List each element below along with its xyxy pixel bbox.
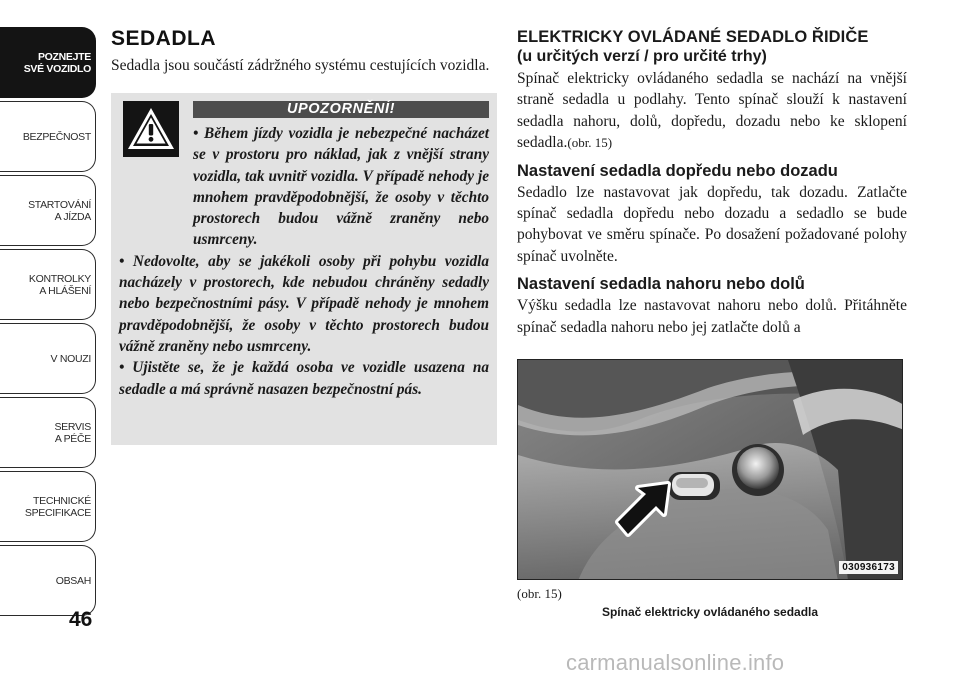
fore-aft-text: Sedadlo lze nastavovat jak dopředu, tak dozadu. Zatlačte spínač sedadla dopředu nebo dozadu a sedadlo se bude pohybovat ve směru spínače. Po dosažení požadované polohy spínač uvolněte. xyxy=(517,183,907,265)
warning-item: • Ujistěte se, že je každá osoba ve vozidle usazena na sedadle a má správně nasazen bezpečnostní pás. xyxy=(119,359,489,398)
tab-technicke-specifikace[interactable]: TECHNICKÉ SPECIFIKACE xyxy=(0,471,96,542)
height-text: Výšku sedadla lze nastavovat nahoru nebo dolů. Přitáhněte spínač sedadla nahoru nebo jej zatlačte dolů a xyxy=(517,297,907,336)
section-title: SEDADLA xyxy=(111,27,217,50)
figure-code: 030936173 xyxy=(839,561,898,574)
tab-v-nouzi[interactable]: V NOUZI xyxy=(0,323,96,394)
figure-ref: (obr. 15) xyxy=(517,586,562,601)
figure-reference[interactable]: (obr. 15) xyxy=(567,135,613,151)
watermark: carmanualsonline.info xyxy=(566,650,785,675)
warning-triangle-icon xyxy=(123,101,179,157)
power-seat-intro: Spínač elektricky ovládaného sedadla se nachází na vnější straně sedadla u podlahy. Tento spínač slouží k nastavení sedadla nahoru, dolů, dopředu, dozadu nebo ke sklopení sedadla.(obr. 15) xyxy=(517,70,907,152)
power-seat-subheading: (u určitých verzí / pro určité trhy) xyxy=(517,48,767,65)
warning-item: • Nedovolte, aby se jakékoli osoby při pohybu vozidla nacházely v prostorech, kde nebudou chráněny sedadly nebo bezpečnostními pásy. V případě nehody je mnohem pravděpodobnější, že osoby v těchto prostorech budou vážně zraněny nebo usmrceny. xyxy=(119,252,489,355)
tab-bezpecnost[interactable]: BEZPEČNOST xyxy=(0,101,96,172)
power-seat-section xyxy=(517,27,907,338)
tab-obsah[interactable]: OBSAH xyxy=(0,545,96,616)
height-heading: Nastavení sedadla nahoru nebo dolů xyxy=(517,275,805,294)
fore-aft-heading: Nastavení sedadla dopředu nebo dozadu xyxy=(517,161,838,180)
chapter-tabs xyxy=(0,27,98,619)
figure-caption: Spínač elektricky ovládaného sedadla xyxy=(601,605,819,619)
page-number: 46 xyxy=(69,608,93,631)
tab-kontrolky-a-hlaseni[interactable]: KONTROLKY A HLÁŠENÍ xyxy=(0,249,96,320)
tab-startovani-a-jizda[interactable]: STARTOVÁNÍ A JÍZDA xyxy=(0,175,96,246)
seats-intro: Sedadla jsou součástí zádržného systému cestujících vozidla. xyxy=(111,57,490,74)
tab-poznejte-sve-vozidlo[interactable]: POZNEJTE SVÉ VOZIDLO xyxy=(0,27,96,98)
warning-heading: UPOZORNĚNÍ! xyxy=(193,101,489,118)
seat-switch-figure xyxy=(517,359,903,580)
seat-switch-illustration xyxy=(518,360,903,580)
seats-section xyxy=(111,27,499,445)
warning-body xyxy=(119,123,489,400)
warning-box xyxy=(111,93,497,445)
tab-servis-a-pece[interactable]: SERVIS A PÉČE xyxy=(0,397,96,468)
power-seat-heading: ELEKTRICKY OVLÁDANÉ SEDADLO ŘIDIČE xyxy=(517,28,869,46)
warning-item: • Během jízdy vozidla je nebezpečné nacházet se v prostoru pro náklad, jak z vnější strany vozidla, tak uvnitř vozidla. V případě nehody je mnohem pravděpodobnější, že osoby v těchto prostorech budou vážně zraněny nebo usmrceny. xyxy=(193,125,489,249)
